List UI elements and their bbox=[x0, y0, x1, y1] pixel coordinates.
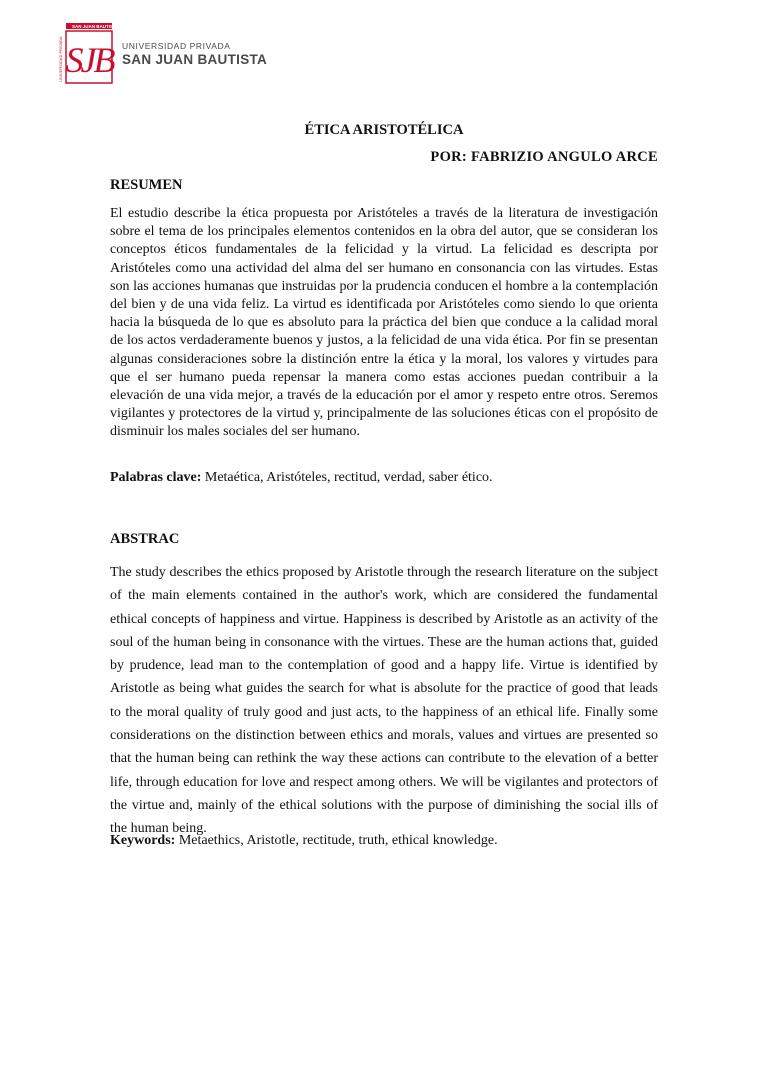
abstract-heading: ABSTRAC bbox=[110, 531, 180, 547]
resumen-section-body bbox=[110, 205, 658, 442]
abstract-paragraph: The study describes the ethics proposed by Aristotle through the research literature on the subject of the main elements contained in the author's work, which are considered the fundamental ethical concepts of happiness and virtue. Happiness is described by Aristotle as an activity of the soul of the human being in consonance with the virtues. These are the human actions that, guided by prudence, lead man to the contemplation of good and a happy life. Virtue is identified by Aristotle as being what guides the search for what is absolute for the practice of good that leads to the moral quality of truly good and just acts, to the happiness of an ethical life. Finally some considerations on the distinction between ethics and morals, values and virtues are presented so that the human being can rethink the way these actions can contribute to the elevation of a better life, through education for love and respect among others. We will be vigilantes and protectors of the virtue and, mainly of the ethical solutions with the purpose of diminishing the social ills of the human being. bbox=[110, 565, 658, 837]
document-author: POR: FABRIZIO ANGULO ARCE bbox=[430, 149, 658, 165]
abstract-keywords-value: Metaethics, Aristotle, rectitude, truth, ethical knowledge. bbox=[178, 833, 498, 848]
resumen-section-heading bbox=[110, 177, 658, 194]
university-emblem-icon bbox=[56, 22, 119, 84]
university-name-line1: UNIVERSIDAD PRIVADA bbox=[122, 41, 231, 51]
abstract-section-heading bbox=[110, 531, 658, 548]
university-name-line2: SAN JUAN BAUTISTA bbox=[122, 52, 268, 67]
resumen-keywords bbox=[110, 470, 658, 486]
resumen-keywords-label: Palabras clave: bbox=[110, 470, 202, 485]
logo-initials: SJB bbox=[65, 40, 113, 80]
resumen-keywords-value: Metaética, Aristóteles, rectitud, verdad, saber ético. bbox=[204, 470, 493, 485]
abstract-keywords bbox=[110, 833, 658, 849]
document-title: ÉTICA ARISTOTÉLICA bbox=[304, 122, 464, 138]
logo-vertical-text: UNIVERSIDAD PRIVADA bbox=[58, 36, 63, 82]
university-name bbox=[122, 41, 267, 68]
abstract-keywords-label: Keywords: bbox=[110, 833, 176, 848]
resumen-heading: RESUMEN bbox=[110, 177, 183, 193]
resumen-paragraph: El estudio describe la ética propuesta por Aristóteles a través de la literatura de investigación sobre el tema de los principales elementos contenidos en la obra del autor, que se consideran los conceptos éticos fundamentales de la felicidad y la virtud. La felicidad es descripta por Aristóteles como una actividad del alma del ser humano en consonancia con las virtudes. Estas son las acciones humanas que instruidas por la prudencia conducen el hombre a la contemplación del bien y de una vida feliz. La virtud es identificada por Aristóteles como siendo lo que orienta hacia la búsqueda de lo que es absoluto para la práctica del bien que conduce a la calidad moral de los actos verdaderamente buenos y justos, a la felicidad de una vida ética. Por fin se presentan algunas consideraciones sobre la distinción entre la ética y la moral, los valores y virtudes para que el ser humano pueda repensar la manera como estas acciones puedan contribuir a la elevación de una vida mejor, a través de la educación por el amor y respeto entre otros. Seremos vigilantes y protectores de la virtud y, principalmente de las soluciones éticas con el propósito de disminuir los males sociales del ser humano. bbox=[110, 206, 658, 440]
logo-small-text: SAN JUAN BAUTISTA bbox=[72, 24, 119, 29]
university-logo bbox=[56, 22, 286, 84]
abstract-section-body bbox=[110, 561, 658, 841]
